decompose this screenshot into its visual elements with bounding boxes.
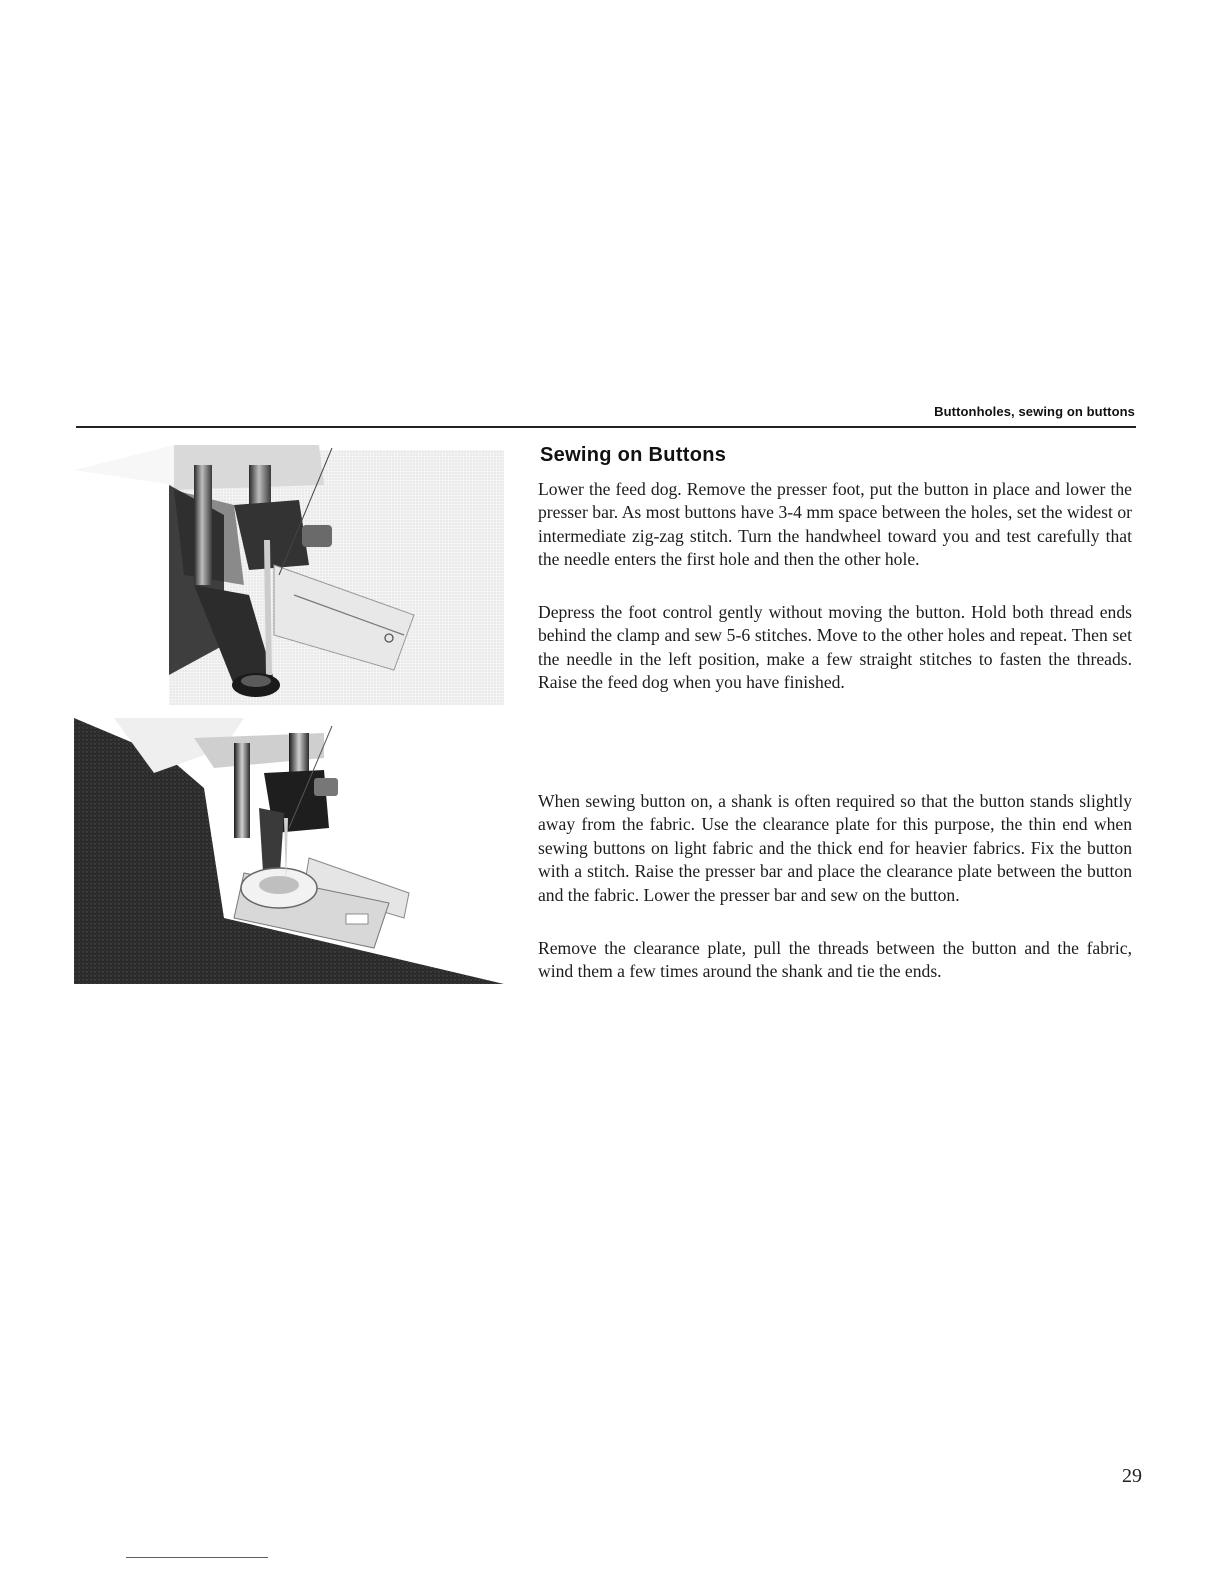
header-rule: [76, 426, 1136, 428]
photo-sewing-button-light-fabric: [74, 445, 504, 705]
footer-link-underline: [126, 1557, 268, 1558]
running-header: Buttonholes, sewing on buttons: [934, 404, 1135, 419]
paragraph-shank-clearance-plate: When sewing button on, a shank is often required so that the button stands slightly away from the fabric. Use the clearance plate for this purpose, the thin end when sewing buttons on light fabric and the thick end for heavier fabrics. Fix the button with a stitch. Raise the presser bar and place the clearance plate between the button and the fabric. Lower the presser bar and sew on the button.: [538, 791, 1132, 905]
paragraph-remove-clearance-plate: Remove the clearance plate, pull the threads between the button and the fabric, wind them a few times around the shank and tie the ends.: [538, 938, 1132, 982]
section-title: Sewing on Buttons: [540, 444, 727, 466]
photo-sewing-button-clearance-plate: [74, 718, 504, 984]
paragraph-lower-feed-dog: Lower the feed dog. Remove the presser foot, put the button in place and lower the presser bar. As most buttons have 3-4 mm space between the holes, set the widest or intermediate zig-zag stitch. Turn the handwheel toward you and test carefully that the needle enters the first hole and then the other hole.: [538, 479, 1132, 570]
paragraph-depress-foot-control: Depress the foot control gently without moving the button. Hold both thread ends behind the clamp and sew 5-6 stitches. Move to the other holes and repeat. Then set the needle in the left position, make a few straight stitches to fasten the threads. Raise the feed dog when you have finished.: [538, 602, 1132, 693]
page-number: 29: [1122, 1465, 1142, 1487]
